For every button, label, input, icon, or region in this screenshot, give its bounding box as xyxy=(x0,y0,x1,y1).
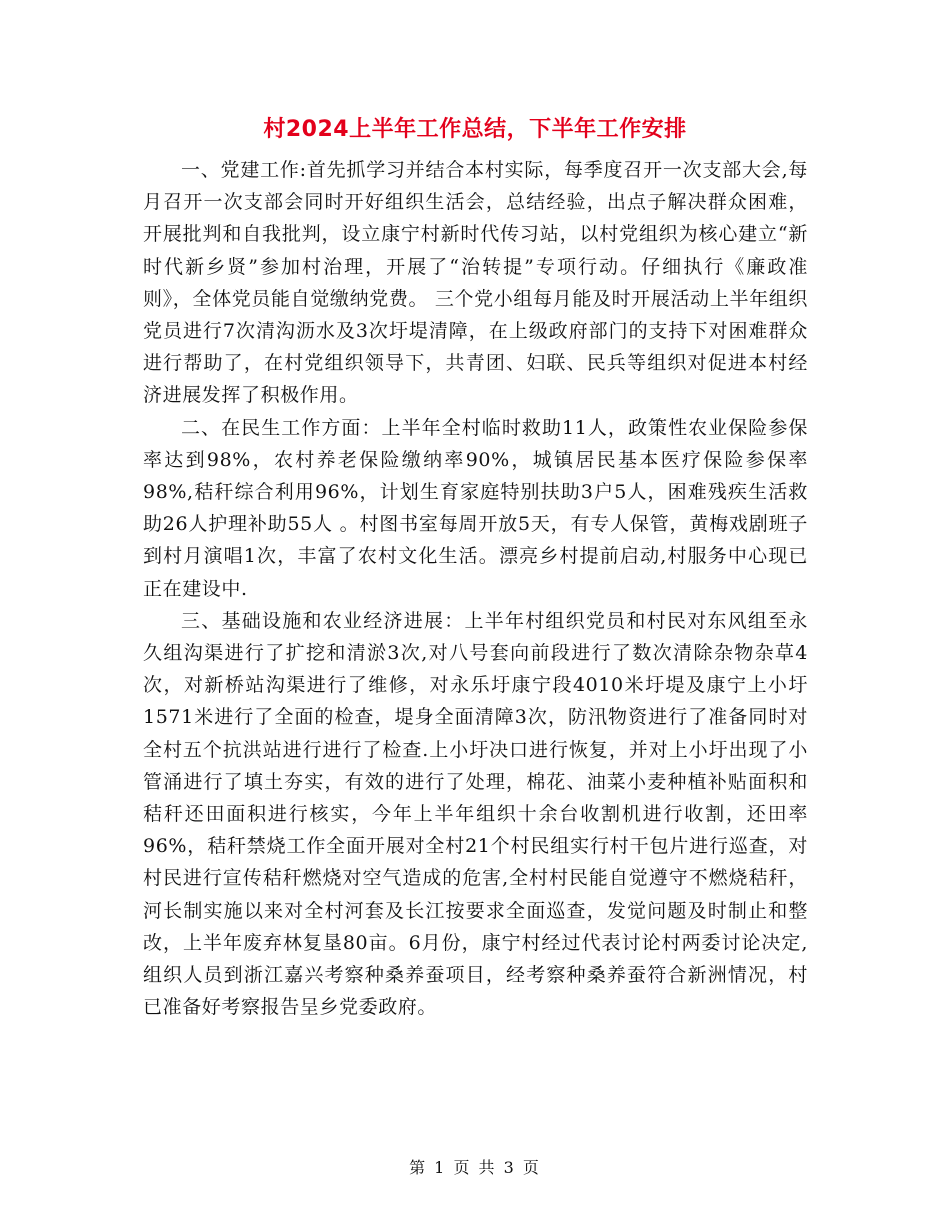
document-title: 村2024上半年工作总结，下半年工作安排 xyxy=(263,117,687,142)
document-body xyxy=(143,154,808,1023)
paragraph-party-building: 一、党建工作:首先抓学习并结合本村实际，每季度召开一次支部大会,每月召开一次支部会同时开好组织生活会，总结经验，出点子解决群众困难，开展批判和自我批判，设立康宁村新时代传习站，以村党组织为核心建立“新时代新乡贤”参加村治理，开展了“治转提”专项行动。仔细执行《廉政准则》，全体党员能自觉缴纳党费。 三个党小组每月能及时开展活动上半年组织党员进行7次清沟沥水及3次圩堤清障，在上级政府部门的支持下对困难群众进行帮助了，在村党组织领导下，共青团、妇联、民兵等组织对促进本村经济进展发挥了积极作用。 xyxy=(143,159,808,407)
paragraph-livelihood: 二、在民生工作方面：上半年全村临时救助11人，政策性农业保险参保率达到98%，农村养老保险缴纳率90%，城镇居民基本医疗保险参保率98%,秸秆综合利用96%，计划生育家庭特别扶助3户5人，困难残疾生活救助26人护理补助55人 。村图书室每周开放5天，有专人保管，黄梅戏剧班子到村月演唱1次，丰富了农村文化生活。漂亮乡村提前启动,村服务中心现已正在建设中. xyxy=(143,416,808,600)
paragraph-infrastructure: 三、基础设施和农业经济进展：上半年村组织党员和村民对东风组至永久组沟渠进行了扩挖和清淤3次,对八号套向前段进行了数次清除杂物杂草4次，对新桥站沟渠进行了维修，对永乐圩康宁段4010米圩堤及康宁上小圩1571米进行了全面的检查，堤身全面清障3次，防汛物资进行了准备同时对全村五个抗洪站进行进行了检查.上小圩决口进行恢复，并对上小圩出现了小管涌进行了填土夯实，有效的进行了处理，棉花、油菜小麦种植补贴面积和秸秆还田面积进行核实，今年上半年组织十余台收割机进行收割，还田率96%，秸秆禁烧工作全面开展对全村21个村民组实行村干包片进行巡查，对村民进行宣传秸秆燃烧对空气造成的危害,全村村民能自觉遵守不燃烧秸秆，河长制实施以来对全村河套及长江按要求全面巡查，发觉问题及时制止和整改，上半年废弃林复垦80亩。6月份，康宁村经过代表讨论村两委讨论决定,组织人员到浙江嘉兴考察种桑养蚕项目，经考察种桑养蚕符合新洲情况，村已准备好考察报告呈乡党委政府。 xyxy=(143,609,808,1019)
page-number-footer: 第 1 页 共 3 页 xyxy=(409,1158,541,1177)
